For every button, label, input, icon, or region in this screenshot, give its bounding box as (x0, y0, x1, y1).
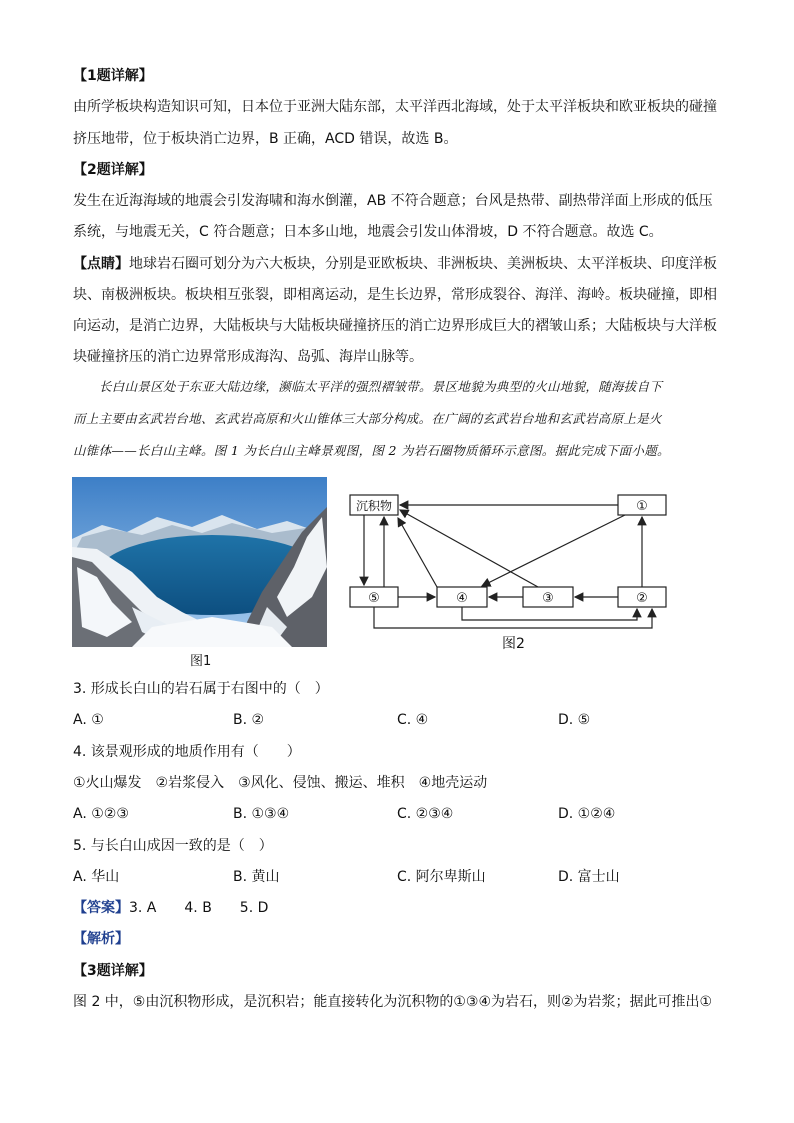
tip-line-2: 块、南极洲板块。板块相互张裂，即相离运动，是生长边界，常形成裂谷、海洋、海岭。板块碰撞，即相 (73, 287, 717, 303)
passage-line-3: 山锥体——长白山主峰。图 1 为长白山主峰景观图，图 2 为岩石圈物质循环示意图。据此完成下面小题。 (73, 443, 670, 458)
q5-option-c: C. 阿尔卑斯山 (397, 869, 486, 885)
analysis-label: 【解析】 (73, 931, 129, 947)
figure2-caption: 图2 (502, 636, 525, 652)
arrow-3-to-sediment (400, 510, 538, 587)
q3-header: 【3题详解】 (73, 963, 153, 979)
answer-text: 3. A 4. B 5. D (129, 900, 269, 916)
q3-stem: 3. 形成长白山的岩石属于右图中的（ ） (73, 681, 329, 697)
label-3: ③ (542, 591, 554, 606)
q3-option-c: C. ④ (397, 712, 429, 728)
q1-text-line-2: 挤压地带，位于板块消亡边界，B 正确，ACD 错误，故选 B。 (73, 131, 458, 147)
q4-option-a: A. ①②③ (73, 806, 129, 822)
q3-option-d: D. ⑤ (558, 712, 591, 728)
tip-text-1: 地球岩石圈可划分为六大板块，分别是亚欧板块、非洲板块、美洲板块、太平洋板块、印度洋板 (129, 256, 717, 272)
q3-option-b: B. ② (233, 712, 265, 728)
tip-line-4: 块碰撞挤压的消亡边界常形成海沟、岛弧、海岸山脉等。 (73, 349, 423, 365)
passage-line-2: 而上主要由玄武岩台地、玄武岩高原和火山锥体三大部分构成。在广阔的玄武岩台地和玄武岩高原上是火 (73, 411, 662, 426)
q1-header: 【1题详解】 (73, 68, 153, 84)
q4-stem: 4. 该景观形成的地质作用有（ ） (73, 744, 301, 760)
tip-line-3: 向运动，是消亡边界，大陆板块与大陆板块碰撞挤压的消亡边界形成巨大的褶皱山系；大陆板块与大洋板 (73, 318, 717, 334)
q4-option-c: C. ②③④ (397, 806, 454, 822)
q5-option-d: D. 富士山 (558, 869, 620, 885)
figure1-caption: 图1 (190, 654, 212, 669)
tip-label: 【点睛】 (73, 256, 129, 272)
arrow-5-to-2 (374, 607, 652, 628)
q4-option-b: B. ①③④ (233, 806, 290, 822)
q2-text-line-1: 发生在近海海域的地震会引发海啸和海水倒灌，AB 不符合题意；台风是热带、副热带洋面上形成的低压 (73, 193, 713, 209)
label-2: ② (636, 591, 648, 606)
q3-option-a: A. ① (73, 712, 104, 728)
q1-text-line-1: 由所学板块构造知识可知，日本位于亚洲大陆东部，太平洋西北海域，处于太平洋板块和欧亚板块的碰撞 (73, 99, 717, 115)
tip-line-1 (73, 254, 717, 274)
q2-header: 【2题详解】 (73, 162, 153, 178)
lake-landscape-illustration (72, 477, 327, 647)
q4-items: ①火山爆发 ②岩浆侵入 ③风化、侵蚀、搬运、堆积 ④地壳运动 (73, 775, 488, 791)
passage-line-1: 长白山景区处于东亚大陆边缘，濒临太平洋的强烈褶皱带。景区地貌为典型的火山地貌，随海拔自下 (99, 379, 663, 394)
arrow-4-to-2 (462, 607, 637, 620)
rock-cycle-diagram (340, 488, 680, 648)
label-4: ④ (456, 591, 468, 606)
q3-explanation: 图 2 中，⑤由沉积物形成，是沉积岩；能直接转化为沉积物的①③④为岩石，则②为岩浆；据此可推出① (73, 994, 713, 1010)
label-sediment: 沉积物 (355, 499, 393, 513)
q2-text-line-2: 系统，与地震无关，C 符合题意；日本多山地，地震会引发山体滑坡，D 不符合题意。故选 C。 (73, 224, 663, 240)
label-5: ⑤ (368, 591, 380, 606)
answer-label: 【答案】 (73, 900, 129, 916)
q4-option-d: D. ①②④ (558, 806, 616, 822)
arrow-1-to-4 (482, 515, 625, 586)
q5-option-b: B. 黄山 (233, 869, 280, 885)
changbai-mountain-photo (72, 477, 327, 647)
label-1: ① (636, 499, 648, 514)
q5-stem: 5. 与长白山成因一致的是（ ） (73, 838, 273, 854)
arrow-4-to-sediment (398, 518, 437, 587)
q5-option-a: A. 华山 (73, 869, 120, 885)
answer-line (73, 898, 268, 918)
